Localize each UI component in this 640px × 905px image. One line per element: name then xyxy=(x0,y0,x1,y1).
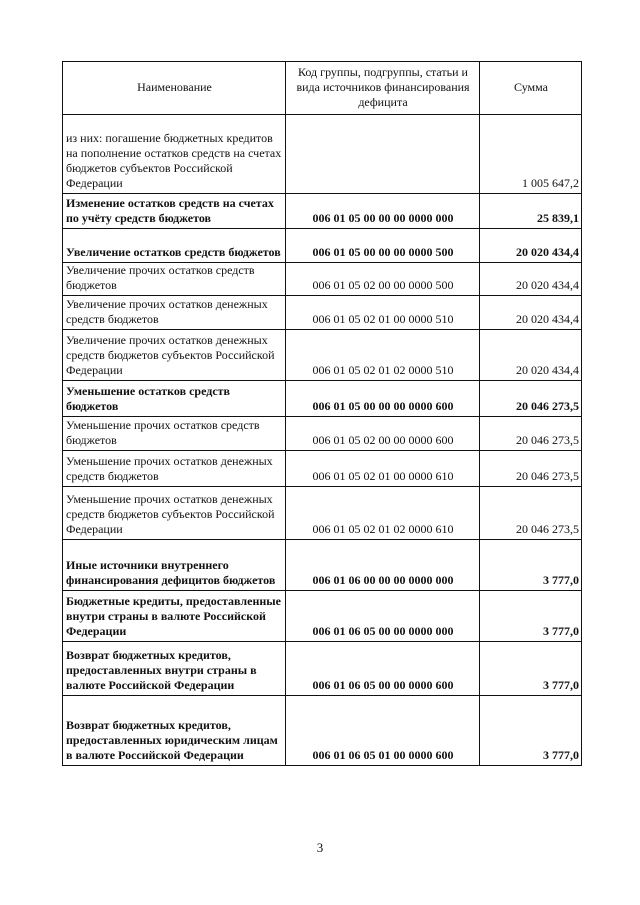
table-header-row xyxy=(63,62,582,115)
row-code xyxy=(286,115,480,194)
header-sum: Сумма xyxy=(480,62,582,115)
row-name: Увеличение прочих остатков денежных средств бюджетов субъектов Российской Федерации xyxy=(63,330,286,381)
table-row xyxy=(63,591,582,642)
table-row xyxy=(63,296,582,330)
row-code: 006 01 05 02 00 00 0000 500 xyxy=(286,263,480,296)
row-name: Уменьшение остатков средств бюджетов xyxy=(63,381,286,417)
row-name: Иные источники внутреннего финансирования дефицитов бюджетов xyxy=(63,540,286,591)
row-code: 006 01 06 00 00 00 0000 000 xyxy=(286,540,480,591)
header-code: Код группы, подгруппы, статьи и вида источников финансирования дефицита xyxy=(286,62,480,115)
row-name: Бюджетные кредиты, предоставленные внутри страны в валюте Российской Федерации xyxy=(63,591,286,642)
row-name: Возврат бюджетных кредитов, предоставленных внутри страны в валюте Российской Федерации xyxy=(63,642,286,696)
row-sum: 20 046 273,5 xyxy=(480,417,582,451)
header-name: Наименование xyxy=(63,62,286,115)
table-row xyxy=(63,696,582,766)
row-code: 006 01 05 02 00 00 0000 600 xyxy=(286,417,480,451)
row-name: Изменение остатков средств на счетах по учёту средств бюджетов xyxy=(63,194,286,229)
table-row xyxy=(63,229,582,263)
table-row xyxy=(63,115,582,194)
row-sum: 20 046 273,5 xyxy=(480,487,582,540)
table-row xyxy=(63,263,582,296)
row-code: 006 01 05 02 01 00 0000 610 xyxy=(286,451,480,487)
row-code: 006 01 06 05 01 00 0000 600 xyxy=(286,696,480,766)
deficit-financing-table xyxy=(62,61,582,766)
row-code: 006 01 05 00 00 00 0000 600 xyxy=(286,381,480,417)
row-code: 006 01 05 00 00 00 0000 000 xyxy=(286,194,480,229)
page-number: 3 xyxy=(316,840,324,855)
table-row xyxy=(63,194,582,229)
row-name: Уменьшение прочих остатков средств бюджетов xyxy=(63,417,286,451)
row-code: 006 01 06 05 00 00 0000 600 xyxy=(286,642,480,696)
row-name: Уменьшение прочих остатков денежных средств бюджетов xyxy=(63,451,286,487)
row-name: из них: погашение бюджетных кредитов на пополнение остатков средств на счетах бюджетов субъектов Российской Федерации xyxy=(63,115,286,194)
row-code: 006 01 05 00 00 00 0000 500 xyxy=(286,229,480,263)
row-sum: 3 777,0 xyxy=(480,591,582,642)
row-code: 006 01 05 02 01 00 0000 510 xyxy=(286,296,480,330)
row-sum: 20 046 273,5 xyxy=(480,381,582,417)
row-code: 006 01 06 05 00 00 0000 000 xyxy=(286,591,480,642)
table-row xyxy=(63,330,582,381)
row-name: Возврат бюджетных кредитов, предоставленных юридическим лицам в валюте Российской Федерации xyxy=(63,696,286,766)
row-sum: 20 020 434,4 xyxy=(480,330,582,381)
row-sum: 3 777,0 xyxy=(480,696,582,766)
document-page xyxy=(62,61,582,766)
table-row xyxy=(63,487,582,540)
table-row xyxy=(63,381,582,417)
table-row xyxy=(63,642,582,696)
row-sum: 20 020 434,4 xyxy=(480,263,582,296)
row-sum: 3 777,0 xyxy=(480,642,582,696)
table-row xyxy=(63,417,582,451)
row-sum: 20 020 434,4 xyxy=(480,229,582,263)
table-row xyxy=(63,540,582,591)
row-sum: 20 020 434,4 xyxy=(480,296,582,330)
table-body xyxy=(63,115,582,766)
row-sum: 1 005 647,2 xyxy=(480,115,582,194)
row-name: Увеличение прочих остатков денежных средств бюджетов xyxy=(63,296,286,330)
row-code: 006 01 05 02 01 02 0000 510 xyxy=(286,330,480,381)
row-sum: 25 839,1 xyxy=(480,194,582,229)
row-name: Увеличение остатков средств бюджетов xyxy=(63,229,286,263)
row-sum: 3 777,0 xyxy=(480,540,582,591)
table-row xyxy=(63,451,582,487)
row-sum: 20 046 273,5 xyxy=(480,451,582,487)
row-name: Уменьшение прочих остатков денежных средств бюджетов субъектов Российской Федерации xyxy=(63,487,286,540)
row-name: Увеличение прочих остатков средств бюджетов xyxy=(63,263,286,296)
row-code: 006 01 05 02 01 02 0000 610 xyxy=(286,487,480,540)
